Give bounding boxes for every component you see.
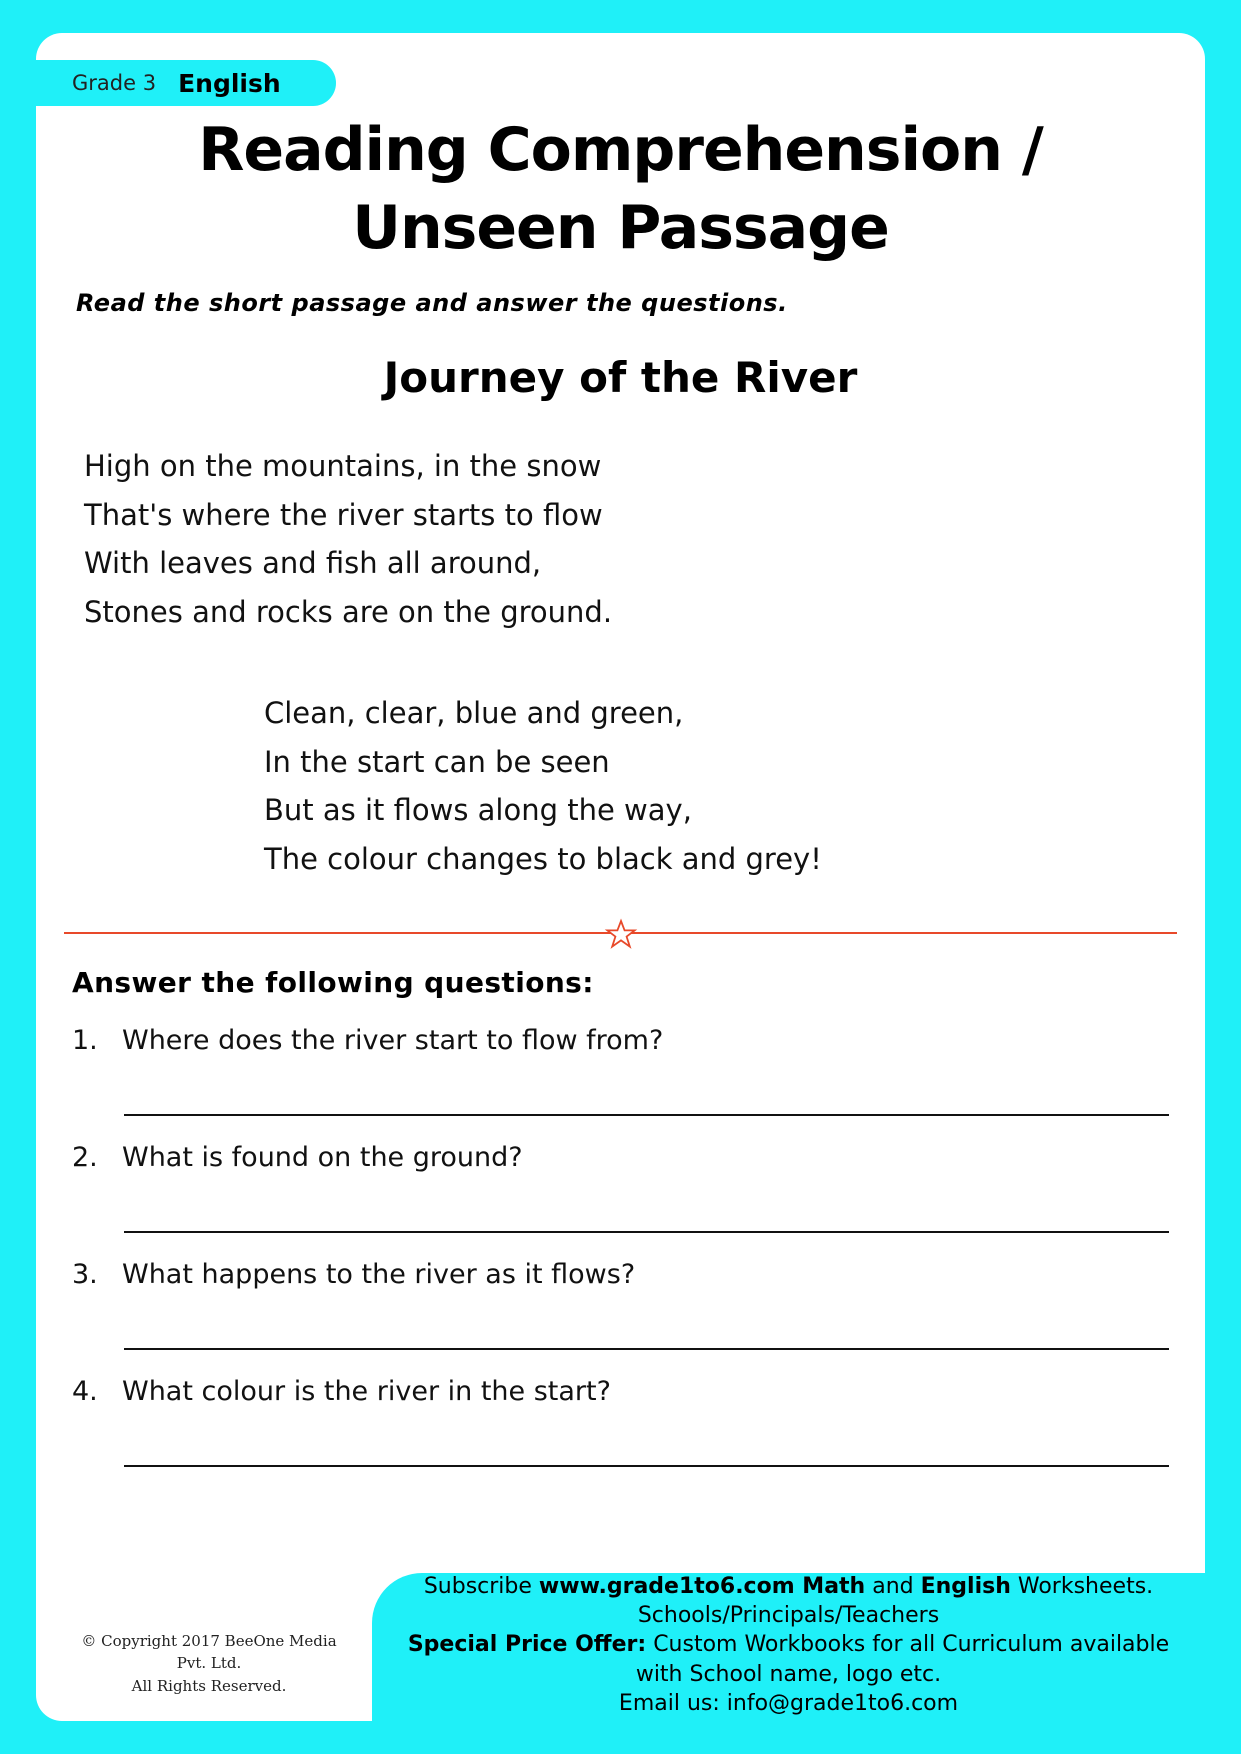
passage-line: High on the mountains, in the snow <box>84 449 602 483</box>
offer-line <box>408 1630 1169 1659</box>
page-footer <box>36 1573 1205 1721</box>
instruction-text: Read the short passage and answer the questions. <box>76 289 788 317</box>
question-number: 3. <box>72 1258 98 1290</box>
offer-line-2: with School name, logo etc. <box>635 1661 942 1687</box>
question-number: 1. <box>72 1024 98 1056</box>
subscribe-prefix: Subscribe <box>423 1574 539 1600</box>
grade-subject-badge <box>36 60 336 106</box>
worksheet-page <box>36 33 1205 1721</box>
answer-line-2[interactable] <box>124 1199 1169 1233</box>
question-item-3 <box>36 1259 1205 1290</box>
subscribe-suffix: Worksheets. <box>1010 1574 1154 1600</box>
questions-heading: Answer the following questions: <box>72 965 594 999</box>
email-line[interactable]: Email us: info@grade1to6.com <box>618 1690 959 1716</box>
answer-line-1[interactable] <box>124 1082 1169 1116</box>
subscribe-mid: and <box>865 1574 921 1600</box>
offer-label: Special Price Offer: <box>407 1632 647 1658</box>
passage-line: The colour changes to black and grey! <box>264 842 822 877</box>
grade-label: Grade 3 <box>72 71 157 95</box>
question-text: What happens to the river as it flows? <box>122 1258 636 1290</box>
copyright-line-1: © Copyright 2017 BeeOne Media Pvt. Ltd. <box>81 1631 337 1672</box>
subject-name: English <box>920 1574 1011 1600</box>
passage-line: Stones and rocks are on the ground. <box>84 595 613 630</box>
question-text: What colour is the river in the start? <box>122 1375 611 1407</box>
star-icon <box>604 918 638 952</box>
subscribe-line <box>424 1572 1153 1601</box>
passage-line: But as it flows along the way, <box>264 793 692 828</box>
passage-line: That's where the river starts to flow <box>84 497 603 532</box>
passage-title: Journey of the River <box>383 353 858 402</box>
subscribe-banner <box>372 1573 1205 1721</box>
question-item-4 <box>36 1376 1205 1407</box>
question-item-2 <box>36 1142 1205 1173</box>
passage-stanza-2 <box>36 689 1205 884</box>
answer-line-4[interactable] <box>124 1433 1169 1467</box>
section-divider <box>36 918 1205 948</box>
question-text: Where does the river start to flow from? <box>122 1024 664 1056</box>
page-title: Reading Comprehension / Unseen Passage <box>198 115 1043 263</box>
passage-line: In the start can be seen <box>264 744 610 779</box>
passage-line: Clean, clear, blue and green, <box>264 695 684 730</box>
offer-text: Custom Workbooks for all Curriculum available <box>646 1632 1170 1658</box>
question-number: 4. <box>72 1375 98 1407</box>
site-name[interactable]: www.grade1to6.com Math <box>538 1574 866 1600</box>
subject-label: English <box>178 68 281 98</box>
passage-stanza-1 <box>36 442 1205 637</box>
question-text: What is found on the ground? <box>122 1141 523 1173</box>
audience-line: Schools/Principals/Teachers <box>637 1603 940 1629</box>
passage-line: With leaves and fish all around, <box>84 546 542 581</box>
question-item-1 <box>36 1025 1205 1056</box>
question-number: 2. <box>72 1141 98 1173</box>
copyright-line-2: All Rights Reserved. <box>131 1676 287 1695</box>
answer-line-3[interactable] <box>124 1316 1169 1350</box>
copyright-block <box>74 1630 344 1698</box>
